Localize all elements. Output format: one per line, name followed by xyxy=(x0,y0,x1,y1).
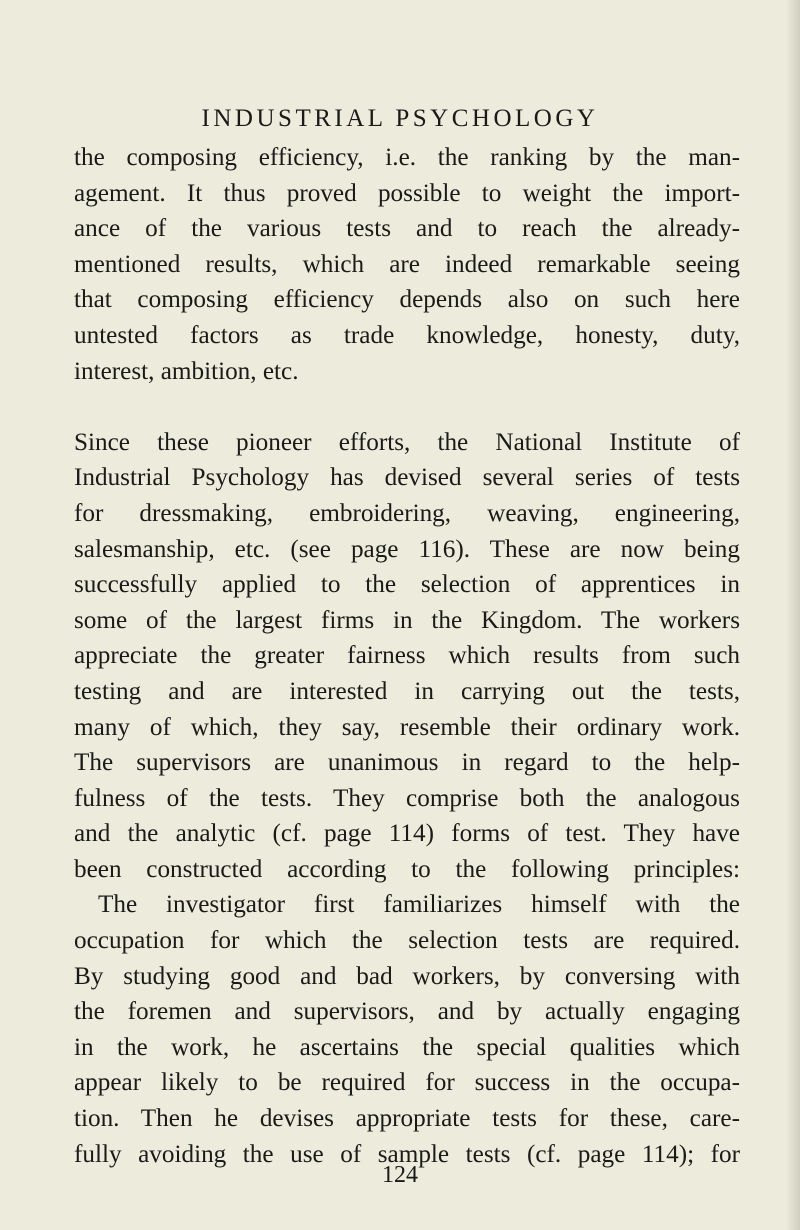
text-line: successfully applied to the selection of apprentices in xyxy=(74,571,740,599)
page-edge-shadow xyxy=(786,0,800,1230)
text-line: for dressmaking, embroidering, weaving, engineering, xyxy=(74,499,740,527)
body-text xyxy=(74,140,740,1172)
text-line: appear likely to be required for success in the occupa- xyxy=(74,1069,740,1097)
text-line: in the work, he ascertains the special qualities which xyxy=(74,1033,740,1061)
text-line: many of which, they say, resemble their ordinary work. xyxy=(74,713,740,741)
text-line: the composing efficiency, i.e. the ranking by the man- xyxy=(74,144,740,171)
text-line: some of the largest firms in the Kingdom. The workers xyxy=(74,606,740,634)
text-line: the foremen and supervisors, and by actually engaging xyxy=(74,998,740,1026)
text-line: appreciate the greater fairness which results from such xyxy=(74,642,740,670)
text-line: been constructed according to the following principles: xyxy=(74,855,740,883)
text-line: fulness of the tests. They comprise both the analogous xyxy=(74,784,740,812)
text-line: untested factors as trade knowledge, honesty, duty, xyxy=(74,321,740,349)
text-line: tion. Then he devises appropriate tests for these, care- xyxy=(74,1105,740,1133)
text-line: that composing efficiency depends also on such here xyxy=(74,286,740,314)
text-line: ance of the various tests and to reach the already- xyxy=(74,215,740,243)
text-line: Since these pioneer efforts, the National Institute of xyxy=(74,428,740,456)
text-line: fully avoiding the use of sample tests (cf. page 114); for xyxy=(74,1140,740,1168)
text-line: mentioned results, which are indeed remarkable seeing xyxy=(74,250,740,278)
page-number: 124 xyxy=(382,1162,418,1188)
text-line: agement. It thus proved possible to weight the import- xyxy=(74,179,740,207)
text-line: The supervisors are unanimous in regard to the help- xyxy=(74,749,740,777)
running-head: INDUSTRIAL PSYCHOLOGY xyxy=(201,105,599,132)
text-line: salesmanship, etc. (see page 116). These are now being xyxy=(74,535,740,563)
text-line: and the analytic (cf. page 114) forms of test. They have xyxy=(74,820,740,848)
text-line: occupation for which the selection tests are required. xyxy=(74,927,740,955)
paragraph-2 xyxy=(74,425,740,1172)
text-line: testing and are interested in carrying out the tests, xyxy=(74,677,740,705)
text-line: The investigator first familiarizes himself with the xyxy=(98,891,740,919)
text-line: Industrial Psychology has devised several series of tests xyxy=(74,464,740,492)
text-line: By studying good and bad workers, by conversing with xyxy=(74,962,740,990)
text-line: interest, ambition, etc. xyxy=(74,357,299,385)
paragraph-1 xyxy=(74,140,740,389)
